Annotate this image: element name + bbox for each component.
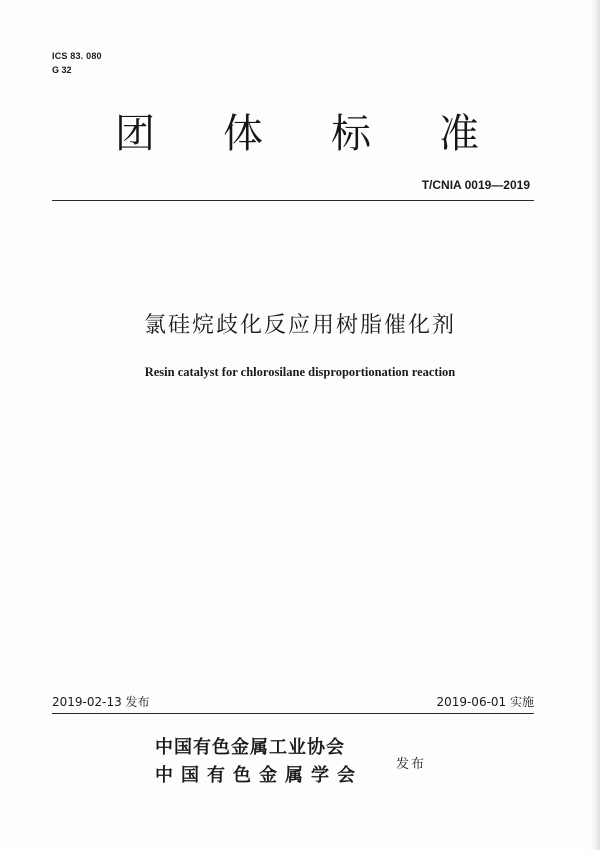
ics-code: ICS 83. 080 — [52, 51, 102, 61]
doc-type-char: 体 — [223, 111, 263, 157]
document-type-heading — [112, 106, 482, 162]
title-english: Resin catalyst for chlorosilane disproportionation reaction — [144, 365, 456, 379]
title-chinese: 氯硅烷歧化反应用树脂催化剂 — [143, 313, 456, 338]
publish-label: 发布 — [396, 757, 427, 772]
ccs-code: G 32 — [52, 65, 72, 75]
doc-type-char: 标 — [331, 111, 371, 157]
implementation-date: 2019-06-01 实施 — [436, 695, 534, 709]
footer-divider — [52, 713, 534, 714]
doc-type-char: 准 — [439, 111, 479, 157]
publisher-secondary: 中国有色金属学会 — [155, 765, 363, 786]
doc-type-char: 团 — [115, 111, 155, 157]
issue-date: 2019-02-13 发布 — [52, 695, 150, 709]
standard-number: T/CNIA 0019—2019 — [421, 178, 530, 192]
publisher-primary: 中国有色金属工业协会 — [155, 737, 345, 758]
page-edge-shadow — [590, 0, 600, 850]
header-divider — [52, 200, 534, 201]
